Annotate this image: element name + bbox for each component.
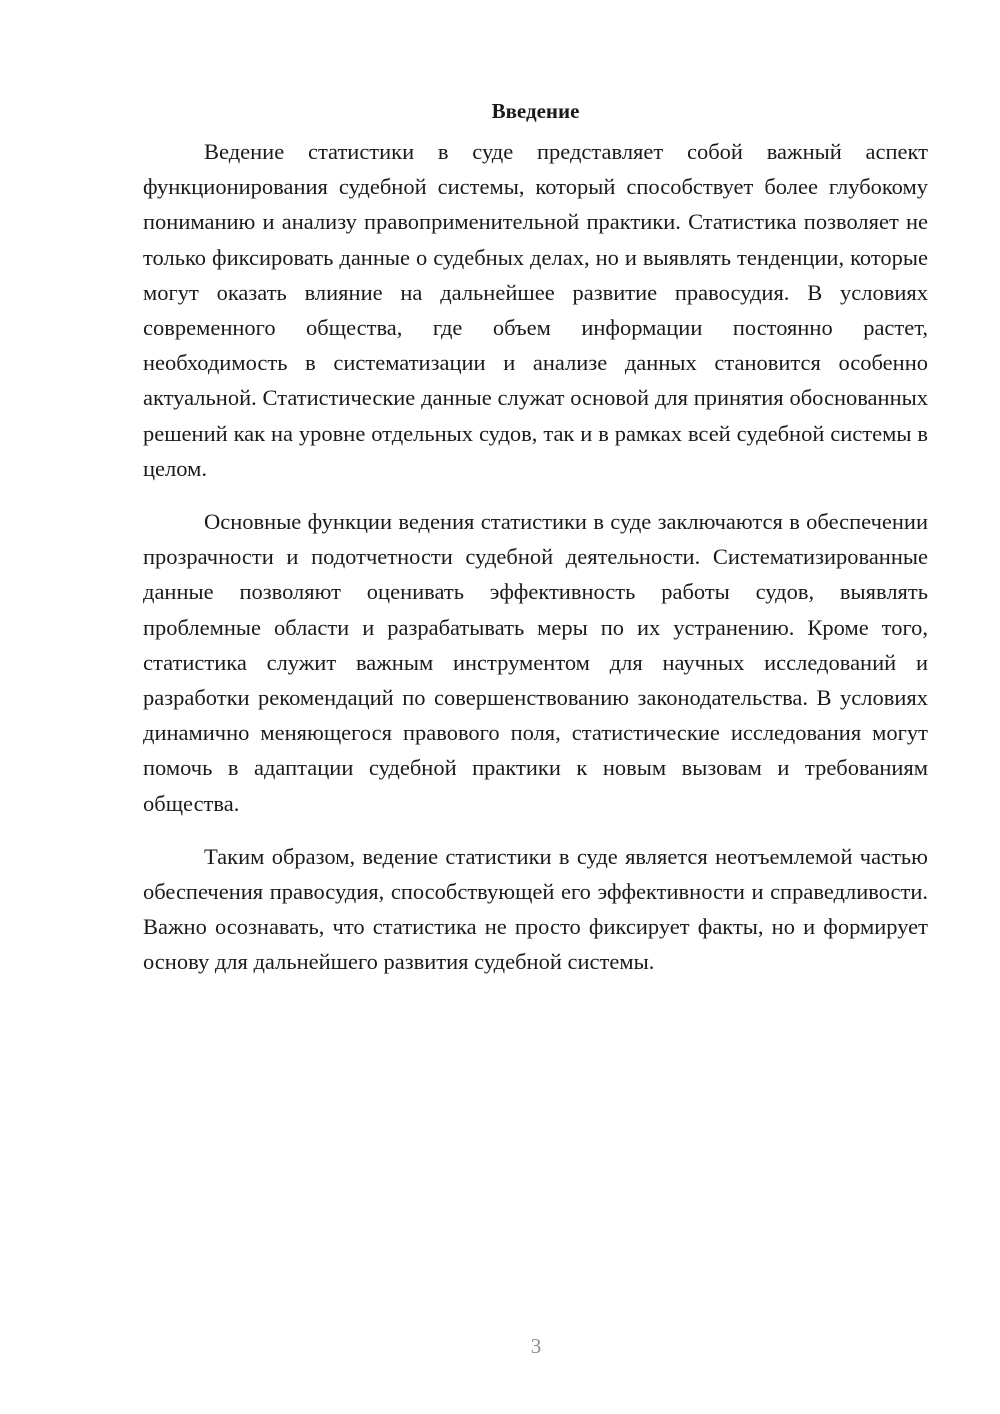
page-number: 3	[530, 1334, 542, 1358]
paragraph-3: Таким образом, ведение статистики в суде является неотъемлемой частью обеспечения правосудия, способствующей его эффективности и справедливости. Важно осознавать, что статистика не просто фиксирует факты, но и формирует основу для дальнейшего развития судебной системы.	[143, 843, 928, 975]
section-title: Введение	[491, 99, 580, 123]
paragraph-1: Ведение статистики в суде представляет собой важный аспект функционирования судебной системы, который способствует более глубокому пониманию и анализу правоприменительной практики. Статистика позволяет не только фиксировать данные о судебных делах, но и выявлять тенденции, которые могут оказать влияние на дальнейшее развитие правосудия. В условиях современного общества, где объем информации постоянно растет, необходимость в систематизации и анализе данных становится особенно актуальной. Статистические данные служат основой для принятия обоснованных решений как на уровне отдельных судов, так и в рамках всей судебной системы в целом.	[143, 139, 928, 481]
paragraph-2: Основные функции ведения статистики в суде заключаются в обеспечении прозрачности и подотчетности судебной деятельности. Систематизированные данные позволяют оценивать эффективность работы судов, выявлять проблемные области и разрабатывать меры по их устранению. Кроме того, статистика служит важным инструментом для научных исследований и разработки рекомендаций по совершенствованию законодательства. В условиях динамично меняющегося правового поля, статистические исследования могут помочь в адаптации судебной практики к новым вызовам и требованиям общества.	[143, 509, 928, 816]
page-content	[143, 97, 928, 998]
